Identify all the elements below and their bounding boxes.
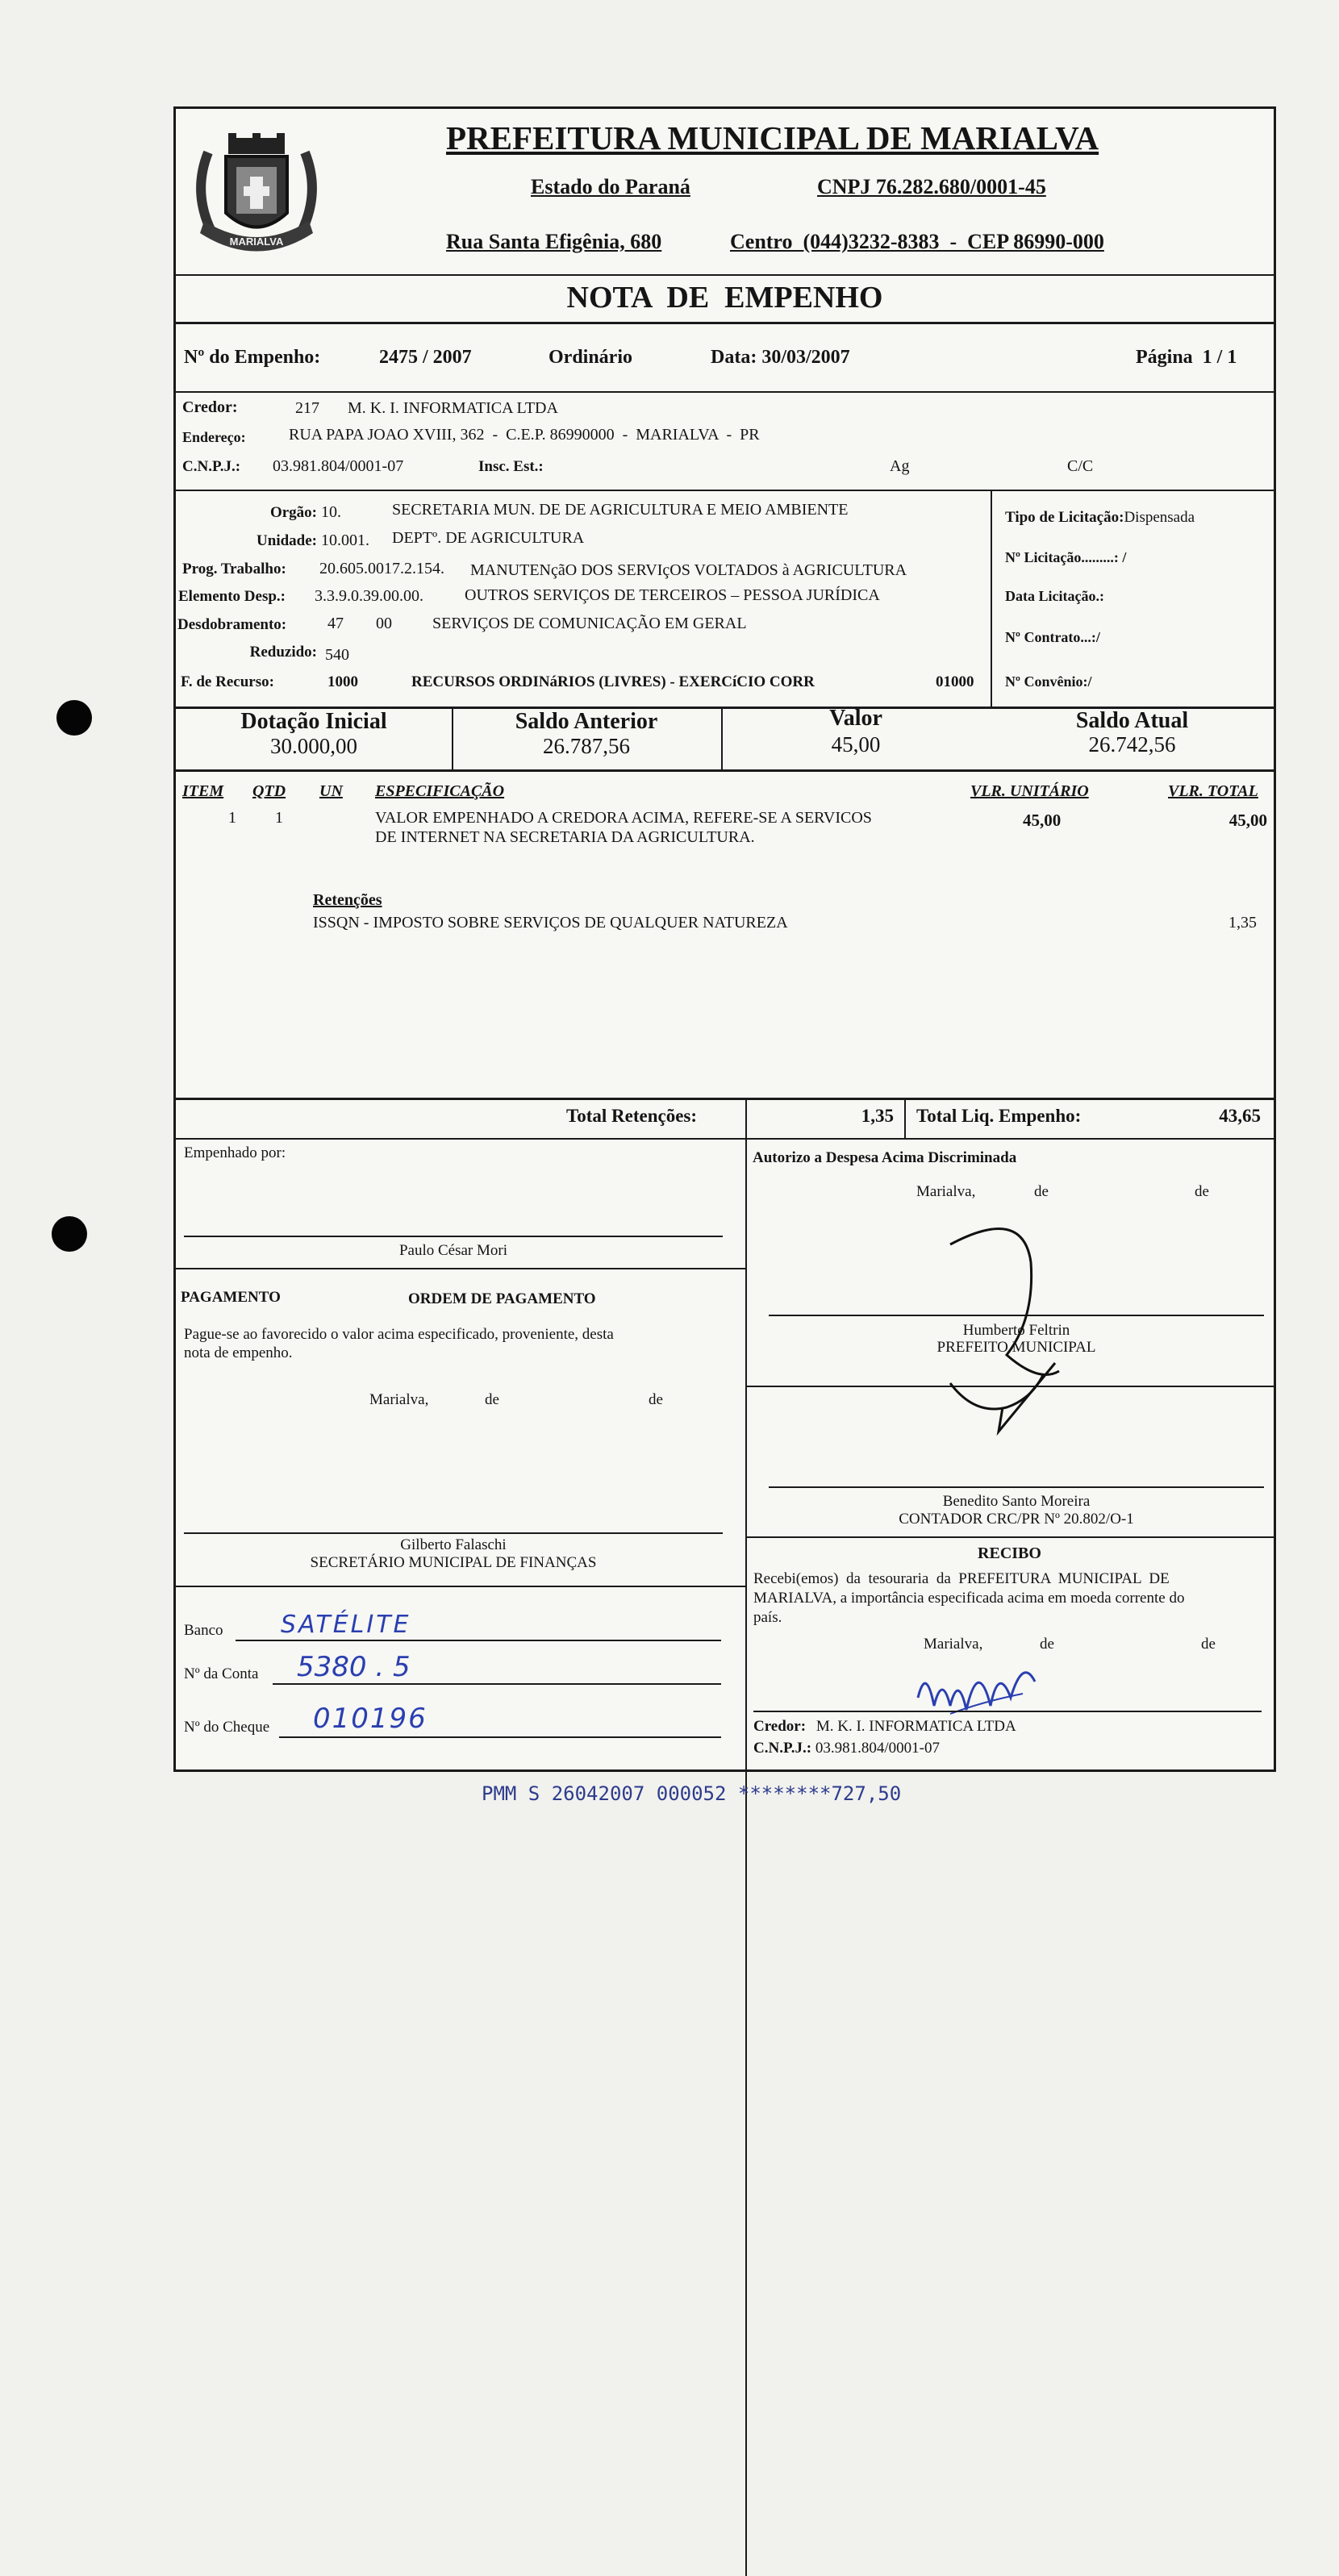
- conta-label: Nº da Conta: [184, 1665, 259, 1682]
- desdobramento-label: Desdobramento:: [177, 616, 287, 633]
- district-phone-cep: Centro (044)3232-8383 - CEP 86990-000: [730, 230, 1104, 253]
- elemento-desp-label: Elemento Desp.:: [178, 588, 286, 605]
- dotacao-inicial-value: 30.000,00: [270, 734, 357, 758]
- reduzido-code: 540: [325, 646, 349, 664]
- recibo-city: Marialva,: [924, 1636, 983, 1653]
- total-liq-empenho-label: Total Liq. Empenho:: [916, 1106, 1082, 1126]
- item-description-line2: DE INTERNET NA SECRETARIA DA AGRICULTURA.: [375, 828, 755, 846]
- credor-label: Credor:: [182, 398, 238, 416]
- cc-label: C/C: [1067, 457, 1094, 475]
- seal-ribbon-text: MARIALVA: [229, 236, 284, 248]
- banco-label: Banco: [184, 1622, 223, 1639]
- prefeito-name: Humberto Feltrin: [962, 1322, 1070, 1339]
- recibo-text-line1: Recebi(emos) da tesouraria da PREFEITURA MUNICIPAL DE: [753, 1570, 1170, 1587]
- numero-licitacao: Nº Licitação.........: /: [1005, 549, 1127, 565]
- cheque-label: Nº do Cheque: [184, 1719, 270, 1736]
- insc-est-label: Insc. Est.:: [478, 458, 544, 475]
- saldo-anterior-value: 26.787,56: [543, 734, 630, 758]
- autorizo-city: Marialva,: [916, 1183, 976, 1200]
- pagamento-text-line1: Pague-se ao favorecido o valor acima especificado, proveniente, desta: [184, 1326, 614, 1343]
- secretario-title: SECRETÁRIO MUNICIPAL DE FINANÇAS: [310, 1554, 597, 1571]
- col-header-especificacao: ESPECIFICAÇÃO: [375, 782, 505, 800]
- recibo-de1: de: [1040, 1636, 1054, 1653]
- cnpj-label: C.N.P.J.:: [182, 458, 241, 475]
- empenhado-por-label: Empenhado por:: [184, 1144, 286, 1161]
- total-retencoes-value: 1,35: [861, 1106, 894, 1126]
- prefeitura-title: PREFEITURA MUNICIPAL DE MARIALVA: [446, 119, 1099, 156]
- empenho-number: 2475 / 2007: [379, 347, 472, 368]
- conta-value: 5380 . 5: [297, 1651, 411, 1683]
- item-unit-value: 45,00: [1023, 811, 1062, 830]
- desdobramento-code: 47: [327, 615, 344, 632]
- fonte-recurso-code2: 01000: [936, 673, 974, 690]
- item-number: 1: [228, 809, 236, 827]
- table-row: [176, 809, 1274, 857]
- recibo-cnpj: [753, 1740, 940, 1757]
- autorizo-label: Autorizo a Despesa Acima Discriminada: [753, 1149, 1017, 1166]
- cnpj-header: CNPJ 76.282.680/0001-45: [817, 175, 1046, 198]
- total-liq-empenho-value: 43,65: [1219, 1106, 1261, 1126]
- pagamento-city: Marialva,: [369, 1391, 429, 1408]
- pagamento-de2: de: [649, 1391, 663, 1408]
- prog-trabalho-description: MANUTENçãO DOS SERVIçOS VOLTADOS à AGRICULTURA: [470, 561, 907, 579]
- item-qtd: 1: [275, 809, 283, 827]
- contador-name: Benedito Santo Moreira: [942, 1493, 1091, 1510]
- banco-value: SATÉLITE: [281, 1611, 411, 1639]
- empenho-type: Ordinário: [549, 347, 633, 368]
- punch-hole-bottom: [52, 1216, 87, 1252]
- saldo-atual-value: 26.742,56: [1088, 732, 1176, 757]
- col-header-vlr-unitario: VLR. UNITÁRIO: [970, 782, 1089, 800]
- retencao-description: ISSQN - IMPOSTO SOBRE SERVIÇOS DE QUALQUER NATUREZA: [313, 914, 788, 932]
- punch-hole-top: [56, 700, 92, 736]
- recibo-label: RECIBO: [978, 1544, 1041, 1562]
- col-header-un: UN: [319, 782, 343, 800]
- orgao-code: 10.: [321, 503, 341, 521]
- document-title: NOTA DE EMPENHO: [566, 281, 883, 315]
- total-retencoes-label: Total Retenções:: [566, 1106, 698, 1126]
- col-header-vlr-total: VLR. TOTAL: [1168, 782, 1258, 800]
- pagamento-text-line2: nota de empenho.: [184, 1344, 293, 1361]
- payment-stamp: PMM S 26042007 000052 ********727,50: [482, 1782, 902, 1805]
- prefeito-title: PREFEITO MUNICIPAL: [936, 1339, 1096, 1356]
- elemento-desp-description: OUTROS SERVIÇOS DE TERCEIROS – PESSOA JURÍDICA: [465, 586, 880, 604]
- unidade-label: Unidade:: [257, 532, 317, 549]
- tipo-licitacao: [1005, 509, 1195, 527]
- recibo-cnpj-value: 03.981.804/0001-07: [815, 1740, 940, 1757]
- unidade-code: 10.001.: [321, 531, 369, 549]
- elemento-desp-code: 3.3.9.0.39.00.00.: [315, 587, 423, 605]
- pagamento-de1: de: [485, 1391, 499, 1408]
- saldo-anterior-label: Saldo Anterior: [515, 709, 658, 734]
- prog-trabalho-code: 20.605.0017.2.154.: [319, 560, 444, 577]
- page-indicator: Página 1 / 1: [1136, 347, 1237, 368]
- autorizo-de1: de: [1034, 1183, 1049, 1200]
- fonte-recurso-code: 1000: [327, 673, 358, 690]
- street-address: Rua Santa Efigênia, 680: [446, 230, 662, 253]
- reduzido-label: Reduzido:: [249, 644, 317, 661]
- recibo-text-line3: país.: [753, 1609, 782, 1626]
- autorizo-de2: de: [1195, 1183, 1209, 1200]
- tipo-licitacao-label: Tipo de Licitação:: [1005, 509, 1124, 526]
- ag-label: Ag: [890, 457, 910, 475]
- dotacao-inicial-label: Dotação Inicial: [240, 709, 387, 734]
- credor-address: RUA PAPA JOAO XVIII, 362 - C.E.P. 86990000 - MARIALVA - PR: [289, 426, 760, 444]
- retencao-value: 1,35: [1228, 914, 1257, 932]
- empenho-date: Data: 30/03/2007: [711, 347, 850, 368]
- item-total-value: 45,00: [1228, 811, 1267, 830]
- fonte-recurso-label: F. de Recurso:: [181, 673, 274, 690]
- credor-name: M. K. I. INFORMATICA LTDA: [348, 399, 558, 417]
- numero-contrato: Nº Contrato...:/: [1005, 629, 1100, 645]
- orgao-description: SECRETARIA MUN. DE DE AGRICULTURA E MEIO AMBIENTE: [392, 501, 849, 519]
- recibo-cnpj-label: C.N.P.J.:: [753, 1740, 812, 1757]
- data-licitacao: Data Licitação.:: [1005, 588, 1104, 604]
- recibo-credor-name: M. K. I. INFORMATICA LTDA: [815, 1718, 1016, 1735]
- orgao-label: Orgão:: [269, 504, 317, 521]
- ordem-pagamento-label: ORDEM DE PAGAMENTO: [408, 1290, 596, 1307]
- retencoes-label: Retenções: [313, 891, 382, 909]
- cheque-value: 010196: [313, 1703, 428, 1735]
- secretario-name: Gilberto Falaschi: [400, 1536, 507, 1553]
- credor-cnpj: 03.981.804/0001-07: [273, 457, 404, 475]
- item-description-line1: VALOR EMPENHADO A CREDORA ACIMA, REFERE-SE A SERVICOS: [375, 809, 872, 827]
- credor-code: 217: [295, 399, 319, 417]
- prefeito-signature: [902, 1214, 1112, 1440]
- valor-value: 45,00: [831, 732, 881, 757]
- col-header-qtd: QTD: [252, 782, 286, 800]
- unidade-description: DEPTº. DE AGRICULTURA: [392, 529, 585, 547]
- recibo-text-line2: MARIALVA, a importância especificada acima em moeda corrente do: [753, 1590, 1185, 1607]
- empenho-form: [173, 106, 1276, 1772]
- prog-trabalho-label: Prog. Trabalho:: [182, 561, 286, 577]
- recibo-credor-label: Credor:: [753, 1718, 807, 1735]
- municipal-seal: [176, 112, 337, 273]
- recibo-de2: de: [1201, 1636, 1216, 1653]
- valor-label: Valor: [829, 706, 882, 731]
- fonte-recurso-description: RECURSOS ORDINáRIOS (LIVRES) - EXERCíCIO CORR: [411, 673, 815, 690]
- pagamento-label: PAGAMENTO: [181, 1289, 281, 1306]
- saldo-atual-label: Saldo Atual: [1075, 708, 1189, 733]
- numero-convenio: Nº Convênio:/: [1005, 673, 1092, 690]
- desdobramento-description: SERVIÇOS DE COMUNICAÇÃO EM GERAL: [432, 615, 747, 632]
- col-header-item: ITEM: [182, 782, 224, 800]
- state-name: Estado do Paraná: [531, 175, 690, 198]
- empenho-number-label: Nº do Empenho:: [184, 347, 321, 368]
- tipo-licitacao-value: Dispensada: [1124, 509, 1195, 526]
- endereco-label: Endereço:: [182, 429, 246, 445]
- contador-title: CONTADOR CRC/PR Nº 20.802/O-1: [899, 1511, 1134, 1528]
- recibo-credor: [753, 1718, 1016, 1736]
- desdobramento-subcode: 00: [376, 615, 392, 632]
- empenhado-por-name: Paulo César Mori: [398, 1242, 508, 1259]
